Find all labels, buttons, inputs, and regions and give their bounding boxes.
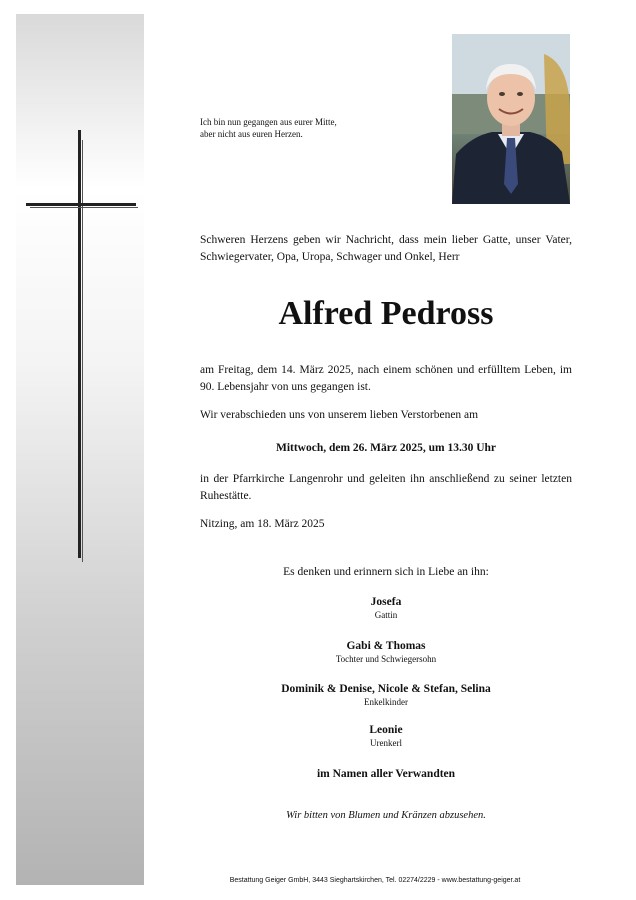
mourner-entry: [200, 638, 572, 665]
mourner-name: Dominik & Denise, Nicole & Stefan, Selina: [281, 683, 491, 695]
flowers-note: Wir bitten von Blumen und Kränzen abzusehen.: [286, 810, 486, 821]
mourner-name: Josefa: [370, 596, 402, 608]
deceased-name: Alfred Pedross: [278, 295, 494, 332]
farewell-paragraph: Wir verabschieden uns von unserem lieben Verstorbenen am: [200, 409, 479, 421]
undertaker-footer: Bestattung Geiger GmbH, 3443 Sieghartskirchen, Tel. 02274/2229 - www.bestattung-geiger.at: [229, 877, 521, 884]
mourner-entry: [200, 681, 572, 708]
motto-line-1: Ich bin nun gegangen aus eurer Mitte,: [200, 117, 337, 127]
mourner-role: Urenkerl: [370, 738, 402, 748]
place-and-date: Nitzing, am 18. März 2025: [200, 518, 325, 530]
motto-line-2: aber nicht aus euren Herzen.: [200, 129, 303, 139]
mourner-role: Tochter und Schwiegersohn: [335, 654, 437, 664]
mourner-entry: [200, 722, 572, 749]
mourner-entry: [200, 594, 572, 621]
intro-paragraph: Schweren Herzens geben wir Nachricht, dass mein lieber Gatte, unser Vater, Schwiegervater, Opa, Uropa, Schwager und Onkel, Herr: [200, 234, 572, 263]
death-paragraph: am Freitag, dem 14. März 2025, nach einem schönen und erfülltem Leben, im 90. Lebensjahr von uns gegangen ist.: [200, 364, 572, 393]
remember-line: Es denken und erinnern sich in Liebe an ihn:: [283, 566, 489, 578]
funeral-date: Mittwoch, dem 26. März 2025, um 13.30 Uhr: [275, 442, 497, 454]
portrait-photo: [452, 34, 570, 204]
mourner-role: Enkelkinder: [364, 697, 408, 707]
closing-line: im Namen aller Verwandten: [316, 768, 456, 780]
motto-quote: [200, 116, 400, 140]
mourner-name: Leonie: [369, 724, 403, 736]
mourner-role: Gattin: [374, 610, 398, 620]
mourner-name: Gabi & Thomas: [346, 640, 426, 652]
location-paragraph: in der Pfarrkirche Langenrohr und geleiten ihn anschließend zu seiner letzten Ruhestätte.: [200, 473, 572, 502]
